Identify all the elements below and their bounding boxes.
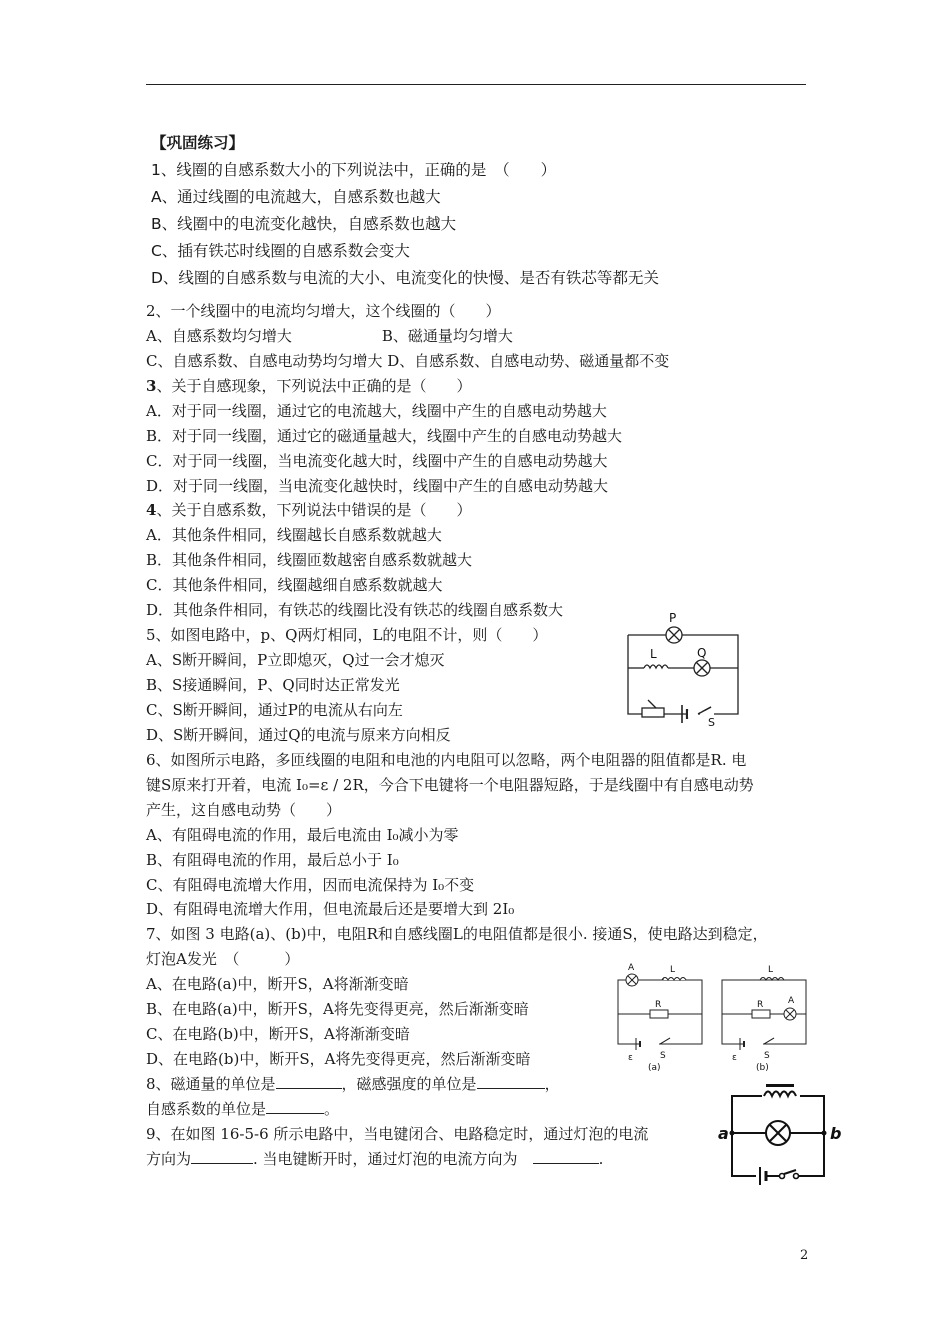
q4-stem-text: 、关于自感系数，下列说法中错误的是（ ） bbox=[156, 501, 472, 519]
q3-option-c: C．对于同一线圈，当电流变化越大时，线圈中产生的自感电动势越大 bbox=[146, 452, 608, 470]
q8-text-c: ， bbox=[544, 1075, 560, 1093]
q8-text-a: 8、磁通量的单位是 bbox=[146, 1075, 276, 1093]
q3-option-d: D．对于同一线圈，当电流变化越快时，线圈中产生的自感电动势越大 bbox=[146, 477, 609, 495]
q6-option-a: A、有阻碍电流的作用，最后电流由 I₀减小为零 bbox=[146, 826, 459, 844]
section-title: 【巩固练习】 bbox=[151, 134, 245, 152]
q5-option-b: B、S接通瞬间，P、Q同时达正常发光 bbox=[146, 676, 400, 694]
q7-option-c: C、在电路(b)中，断开S，A将渐渐变暗 bbox=[146, 1025, 410, 1043]
q7a-label-e: ε bbox=[628, 1053, 633, 1063]
q5-figure-label-q: Q bbox=[697, 646, 707, 660]
q6-option-b: B、有阻碍电流的作用，最后总小于 I₀ bbox=[146, 851, 399, 869]
q7b-label-l: L bbox=[768, 965, 774, 975]
q7a-caption: (a) bbox=[648, 1063, 661, 1073]
q2-options-cd: C、自感系数、自感电动势均匀增大 D、自感系数、自感电动势、磁通量都不变 bbox=[146, 352, 670, 370]
q9-text-b: . 当电键断开时，通过灯泡的电流方向为 bbox=[253, 1150, 533, 1168]
q8-blank-inductance-unit[interactable] bbox=[266, 1099, 324, 1114]
q4-number: 4 bbox=[146, 501, 157, 519]
q7b-label-r: R bbox=[757, 1000, 764, 1010]
q7b-label-a: A bbox=[788, 996, 795, 1006]
q5-stem: 5、如图电路中，p、Q两灯相同，L的电阻不计，则（ ） bbox=[146, 626, 548, 644]
q7b-label-s: S bbox=[764, 1051, 770, 1061]
q7-option-a: A、在电路(a)中，断开S，A将渐渐变暗 bbox=[146, 975, 409, 993]
q9-text-c: . bbox=[598, 1150, 604, 1168]
q5-option-d: D、S断开瞬间，通过Q的电流与原来方向相反 bbox=[146, 726, 451, 744]
q8-line-1 bbox=[146, 1074, 560, 1094]
q4-stem bbox=[146, 500, 471, 520]
q7-circuit-figures bbox=[612, 962, 812, 1074]
q6-option-c: C、有阻碍电流增大作用，因而电流保持为 I₀不变 bbox=[146, 876, 475, 894]
q4-option-b: B．其他条件相同，线圈匝数越密自感系数就越大 bbox=[146, 551, 473, 569]
header-rule bbox=[146, 84, 806, 85]
q6-line-1: 6、如图所示电路，多匝线圈的电阻和电池的内电阻可以忽略，两个电阻器的阻值都是R. 电 bbox=[146, 751, 747, 769]
q8-text-d: 自感系数的单位是 bbox=[146, 1100, 267, 1118]
q8-text-b: ，磁感强度的单位是 bbox=[341, 1075, 477, 1093]
q9-label-a: a bbox=[718, 1124, 729, 1143]
q9-blank-open-direction[interactable] bbox=[533, 1149, 599, 1164]
q5-figure-label-s: S bbox=[708, 716, 715, 729]
q4-option-a: A．其他条件相同，线圈越长自感系数就越大 bbox=[146, 526, 442, 544]
q2-stem: 2、一个线圈中的电流均匀增大，这个线圈的（ ） bbox=[146, 302, 501, 320]
q7-option-b: B、在电路(a)中，断开S，A将先变得更亮，然后渐渐变暗 bbox=[146, 1000, 529, 1018]
q8-blank-flux-unit[interactable] bbox=[276, 1074, 342, 1089]
q7b-caption: (b) bbox=[756, 1063, 769, 1073]
q8-line-2 bbox=[146, 1099, 339, 1119]
q9-blank-closed-direction[interactable] bbox=[191, 1149, 253, 1164]
q6-line-2: 键S原来打开着，电流 I₀=ε / 2R，今合下电键将一个电阻器短路，于是线圈中有自感电动势 bbox=[146, 776, 754, 794]
q9-text-a: 方向为 bbox=[146, 1150, 192, 1168]
q4-option-d: D．其他条件相同，有铁芯的线圈比没有铁芯的线圈自感系数大 bbox=[146, 601, 564, 619]
q7a-label-l: L bbox=[670, 965, 676, 975]
q1-option-a: A、通过线圈的电流越大，自感系数也越大 bbox=[151, 188, 441, 206]
q6-line-3: 产生，这自感电动势（ ） bbox=[146, 801, 342, 819]
q5-figure-label-l: L bbox=[650, 647, 657, 661]
q3-option-b: B．对于同一线圈，通过它的磁通量越大，线圈中产生的自感电动势越大 bbox=[146, 427, 623, 445]
q8-text-e: 。 bbox=[324, 1100, 340, 1118]
q4-option-c: C．其他条件相同，线圈越细自感系数就越大 bbox=[146, 576, 443, 594]
q1-option-c: C、插有铁芯时线圈的自感系数会变大 bbox=[151, 242, 410, 260]
page-number: 2 bbox=[800, 1248, 809, 1263]
q7-line-2: 灯泡A发光 （ ） bbox=[146, 950, 300, 968]
q7a-label-r: R bbox=[655, 1000, 662, 1010]
q1-stem: 1、线圈的自感系数大小的下列说法中，正确的是 （ ） bbox=[151, 161, 557, 179]
q5-option-a: A、S断开瞬间，P立即熄灭，Q过一会才熄灭 bbox=[146, 651, 445, 669]
q3-number: 3 bbox=[146, 377, 157, 395]
q2-options-ab: A、自感系数均匀增大 B、磁通量均匀增大 bbox=[146, 327, 513, 345]
q5-figure-label-p: P bbox=[669, 611, 677, 625]
q6-option-d: D、有阻碍电流增大作用，但电流最后还是要增大到 2I₀ bbox=[146, 900, 515, 918]
q5-option-c: C、S断开瞬间，通过P的电流从右向左 bbox=[146, 701, 403, 719]
q5-circuit-figure bbox=[616, 608, 740, 728]
q3-stem-text: 、关于自感现象，下列说法中正确的是（ ） bbox=[156, 377, 472, 395]
q9-label-b: b bbox=[830, 1124, 842, 1143]
q8-blank-field-unit[interactable] bbox=[477, 1074, 545, 1089]
q3-option-a: A．对于同一线圈，通过它的电流越大，线圈中产生的自感电动势越大 bbox=[146, 402, 607, 420]
q9-line-1: 9、在如图 16-5-6 所示电路中，当电键闭合、电路稳定时，通过灯泡的电流 bbox=[146, 1125, 649, 1143]
q7-line-1: 7、如图 3 电路(a)、(b)中，电阻R和自感线圈L的电阻值都是很小. 接通S，使电路达到稳定， bbox=[146, 925, 768, 943]
q7-option-d: D、在电路(b)中，断开S，A将先变得更亮，然后渐渐变暗 bbox=[146, 1050, 531, 1068]
q1-option-b: B、线圈中的电流变化越快，自感系数也越大 bbox=[151, 215, 457, 233]
q3-stem bbox=[146, 376, 471, 396]
q7a-label-a: A bbox=[628, 963, 635, 973]
q9-line-2 bbox=[146, 1149, 603, 1169]
q7a-label-s: S bbox=[660, 1051, 666, 1061]
q1-option-d: D、线圈的自感系数与电流的大小、电流变化的快慢、是否有铁芯等都无关 bbox=[151, 269, 659, 287]
q7b-label-e: ε bbox=[732, 1053, 737, 1063]
q9-circuit-figure bbox=[716, 1078, 844, 1188]
